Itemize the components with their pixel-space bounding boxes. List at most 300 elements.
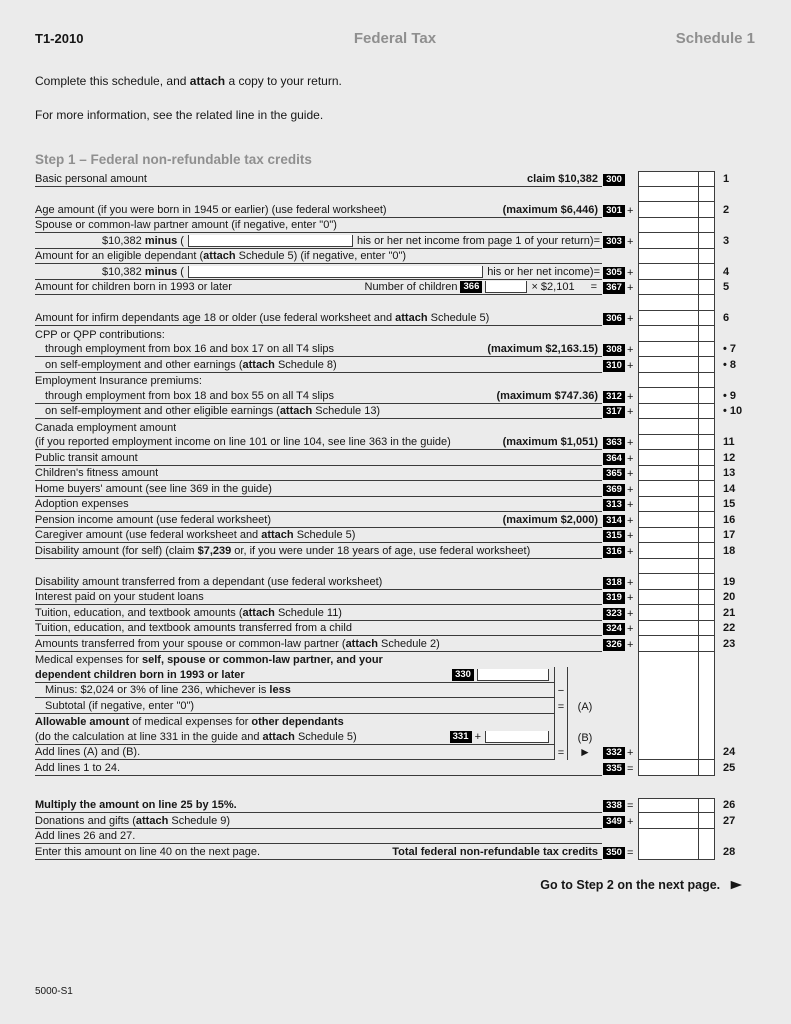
code-cell [602, 280, 626, 296]
form-row [35, 187, 755, 203]
cents-field[interactable] [698, 714, 715, 730]
amount-field[interactable] [638, 218, 698, 234]
code-cell [602, 233, 626, 249]
cents-field[interactable] [698, 844, 715, 860]
form-row [35, 233, 755, 249]
row-left [35, 342, 602, 358]
line-number: 28 [723, 845, 736, 858]
form-row [35, 813, 755, 829]
operator [626, 698, 638, 714]
amount-field[interactable] [638, 636, 698, 652]
row-left [35, 435, 602, 451]
operator [626, 326, 638, 342]
line-number: 4 [723, 265, 730, 278]
amount-field[interactable] [638, 528, 698, 544]
code-cell [602, 844, 626, 860]
cents-field[interactable] [698, 373, 715, 389]
line-number: • 9 [723, 389, 737, 402]
code-cell [602, 512, 626, 528]
line-code-363: 363 [603, 437, 625, 449]
row-label: Subtotal (if negative, enter "0") [45, 699, 195, 712]
operator: = [627, 762, 634, 775]
form-row [35, 543, 755, 559]
arrow-right-icon: ► [579, 745, 591, 759]
row-label: Public transit amount [35, 451, 138, 464]
line-number [715, 712, 755, 714]
code-cell [602, 683, 626, 699]
cents-field[interactable] [698, 543, 715, 559]
row-left [35, 218, 602, 234]
code-cell [602, 218, 626, 234]
cents-field[interactable] [698, 813, 715, 829]
code-cell [602, 435, 626, 451]
arrow-right-icon: ► [727, 875, 746, 892]
operator: + [627, 530, 634, 542]
medical-operator [554, 714, 568, 730]
line-number: 2 [723, 203, 730, 216]
row-label: Spouse or common-law partner amount (if negative, enter "0") [35, 219, 337, 231]
claim-text: (maximum $747.36) [496, 389, 598, 402]
operator: + [627, 390, 634, 403]
cents-field[interactable] [698, 760, 715, 776]
form-row [35, 512, 755, 528]
line-code-313: 313 [603, 499, 625, 511]
line-code-315: 315 [603, 530, 625, 542]
operator: + [627, 747, 634, 759]
form-row [35, 683, 755, 699]
cents-field[interactable] [698, 450, 715, 466]
operator [626, 419, 638, 435]
line-number [715, 681, 755, 683]
code-cell [602, 311, 626, 327]
cents-field [698, 776, 715, 798]
line-code-369: 369 [603, 484, 625, 496]
row-label: Amount for children born in 1993 or later [35, 281, 232, 293]
row-left [35, 844, 602, 860]
mid-text: + [474, 730, 481, 743]
line-number [715, 665, 755, 667]
amount-field[interactable] [638, 373, 698, 389]
line-code-349: 349 [603, 816, 625, 828]
row-left [35, 357, 602, 373]
line-code-303: 303 [603, 236, 625, 248]
amount-field[interactable] [638, 264, 698, 280]
operator [626, 295, 638, 311]
row-label: Disability amount (for self) (claim $7,239 or, if you were under 18 years of age, use federal worksheet) [35, 544, 531, 557]
amount-field[interactable] [638, 171, 698, 187]
intro-line-1: Complete this schedule, and attach a copy to your return. [35, 74, 342, 88]
row-left [35, 667, 554, 683]
line-number: 24 [723, 746, 736, 758]
amount-field[interactable] [638, 829, 698, 845]
operator [626, 829, 638, 845]
cents-field[interactable] [698, 388, 715, 404]
cents-field[interactable] [698, 574, 715, 590]
form-header [35, 30, 755, 47]
line-number: 3 [723, 234, 730, 247]
row-label: Minus: $2,024 or 3% of line 236, whichever is less [45, 684, 291, 696]
cents-field[interactable] [698, 745, 715, 761]
form-row [35, 280, 755, 296]
cents-field[interactable] [698, 798, 715, 814]
cents-field[interactable] [698, 559, 715, 575]
form-rows [35, 171, 755, 860]
amount-field[interactable] [638, 813, 698, 829]
cents-field[interactable] [698, 264, 715, 280]
row-left [35, 798, 602, 814]
form-row [35, 528, 755, 544]
amount-field[interactable] [638, 249, 698, 265]
row-left [35, 652, 602, 668]
line-number: 27 [723, 814, 736, 827]
row-left [35, 698, 554, 714]
cents-field[interactable] [698, 683, 715, 699]
row-left [35, 829, 602, 845]
row-label: Employment Insurance premiums: [35, 375, 202, 387]
cents-field[interactable] [698, 435, 715, 451]
ab-label [568, 714, 602, 730]
code-cell [602, 798, 626, 814]
row-mid [451, 669, 554, 681]
cents-field[interactable] [698, 404, 715, 420]
amount-field[interactable] [638, 388, 698, 404]
line-code-319: 319 [603, 592, 625, 604]
line-number: 16 [723, 513, 736, 526]
row-left [35, 326, 602, 342]
row-label: Adoption expenses [35, 498, 129, 510]
row-left [35, 388, 602, 404]
input-field[interactable] [485, 731, 549, 743]
amount-field[interactable] [638, 295, 698, 311]
cents-field[interactable] [698, 357, 715, 373]
cents-field[interactable] [698, 667, 715, 683]
goto-step2 [35, 876, 755, 892]
line-number [715, 262, 755, 264]
row-label: Medical expenses for self, spouse or common-law partner, and your [35, 654, 383, 666]
cents-field[interactable] [698, 218, 715, 234]
line-number: 26 [723, 799, 736, 811]
line-number: 20 [723, 591, 736, 603]
cents-field[interactable] [698, 652, 715, 668]
form-row [35, 636, 755, 652]
code-cell [602, 698, 626, 714]
row-label: Amounts transferred from your spouse or common-law partner (attach Schedule 2) [35, 637, 440, 650]
claim-text: (maximum $2,163.15) [487, 343, 598, 355]
form-row [35, 450, 755, 466]
row-label: Allowable amount of medical expenses for other dependants [35, 716, 344, 728]
operator [626, 667, 638, 683]
amount-field[interactable] [638, 450, 698, 466]
amount-field[interactable] [638, 590, 698, 606]
cents-field[interactable] [698, 295, 715, 311]
amount-field[interactable] [638, 798, 698, 814]
cents-field[interactable] [698, 590, 715, 606]
mid-text: = [590, 281, 597, 293]
cents-field[interactable] [698, 342, 715, 358]
code-cell [602, 497, 626, 513]
amount-field[interactable] [638, 466, 698, 482]
code-cell [602, 388, 626, 404]
row-left [35, 683, 554, 699]
code-cell [602, 652, 626, 668]
claim-text: (maximum $1,051) [502, 436, 598, 448]
row-left [35, 249, 602, 265]
form-row [35, 171, 755, 187]
ab-label: (B) [577, 731, 593, 744]
form-row [35, 714, 755, 730]
code-cell [602, 745, 626, 761]
line-code-310: 310 [603, 360, 625, 372]
amount-field[interactable] [638, 280, 698, 296]
line-code-365: 365 [603, 468, 625, 480]
amount-field[interactable] [638, 512, 698, 528]
amount-field[interactable] [638, 202, 698, 218]
amount-field[interactable] [638, 621, 698, 637]
operator [626, 249, 638, 265]
row-left [35, 528, 602, 544]
cents-field[interactable] [698, 202, 715, 218]
cents-field[interactable] [698, 326, 715, 342]
amount-field[interactable] [638, 497, 698, 513]
amount-field[interactable] [638, 435, 698, 451]
row-label: Canada employment amount [35, 421, 177, 434]
line-number: • 10 [723, 405, 743, 417]
cents-field[interactable] [698, 698, 715, 714]
form-row [35, 652, 755, 668]
row-label: Disability amount transferred from a dependant (use federal worksheet) [35, 575, 383, 588]
row-left [35, 776, 602, 798]
form-row [35, 798, 755, 814]
code-cell [602, 419, 626, 435]
cents-field[interactable] [698, 466, 715, 482]
amount-field[interactable] [638, 404, 698, 420]
amount-field[interactable] [638, 729, 698, 745]
form-row [35, 844, 755, 860]
amount-field[interactable] [638, 760, 698, 776]
row-label: dependent children born in 1993 or later [35, 668, 245, 681]
operator: + [627, 437, 634, 449]
amount-field[interactable] [638, 326, 698, 342]
operator [626, 373, 638, 389]
form-row [35, 745, 755, 761]
row-label: through employment from box 16 and box 17 on all T4 slips [45, 343, 335, 355]
line-number: 21 [723, 606, 736, 619]
medical-operator [554, 667, 568, 683]
code-cell [602, 481, 626, 497]
operator: + [627, 313, 634, 325]
amount-field[interactable] [638, 667, 698, 683]
line-number: 6 [723, 312, 730, 324]
row-left [35, 280, 602, 296]
amount-field[interactable] [638, 357, 698, 373]
code-cell [602, 621, 626, 637]
form-id: T1-2010 [35, 31, 84, 46]
operator [626, 559, 638, 575]
code-cell [602, 605, 626, 621]
row-label: (do the calculation at line 331 in the guide and attach Schedule 5) [35, 730, 357, 743]
operator [626, 171, 638, 187]
amount-field[interactable] [638, 543, 698, 559]
row-left [35, 481, 602, 497]
amount-field[interactable] [638, 342, 698, 358]
amount-field[interactable] [638, 652, 698, 668]
amount-field[interactable] [638, 187, 698, 203]
cents-field[interactable] [698, 311, 715, 327]
form-row [35, 249, 755, 265]
schedule-label: Schedule 1 [675, 30, 755, 47]
line-code-300: 300 [603, 174, 625, 186]
input-field[interactable] [188, 266, 483, 278]
cents-field[interactable] [698, 528, 715, 544]
row-label: on self-employment and other earnings (attach Schedule 8) [45, 358, 337, 371]
operator: + [627, 607, 634, 620]
operator: + [627, 815, 634, 828]
cents-field[interactable] [698, 419, 715, 435]
mid-text: his or her net income)= [487, 265, 600, 278]
row-label: on self-employment and other eligible earnings (attach Schedule 13) [45, 405, 381, 417]
amount-field [638, 776, 698, 798]
form-row [35, 559, 755, 575]
code-cell [602, 528, 626, 544]
cents-field[interactable] [698, 481, 715, 497]
row-mid [100, 266, 602, 278]
input-field[interactable] [485, 281, 527, 293]
code-cell [602, 373, 626, 389]
row-label: Enter this amount on line 40 on the next page. [35, 845, 261, 858]
code-cell [602, 450, 626, 466]
cents-field[interactable] [698, 636, 715, 652]
line-number: 5 [723, 281, 730, 293]
line-code-323: 323 [603, 608, 625, 620]
amount-field[interactable] [638, 605, 698, 621]
code-cell [602, 295, 626, 311]
row-label: CPP or QPP contributions: [35, 328, 165, 341]
row-label: Multiply the amount on line 25 by 15%. [35, 799, 237, 811]
line-number: 19 [723, 575, 736, 588]
code-cell [602, 714, 626, 730]
code-cell [602, 202, 626, 218]
form-row [35, 342, 755, 358]
amount-field[interactable] [638, 574, 698, 590]
form-row [35, 419, 755, 435]
intro-line-2: For more information, see the related line in the guide. [35, 108, 324, 122]
row-left [35, 729, 554, 745]
line-code-301: 301 [603, 205, 625, 217]
line-number [715, 433, 755, 435]
row-left [35, 636, 602, 652]
cents-field[interactable] [698, 187, 715, 203]
line-number: 15 [723, 498, 736, 510]
operator: + [627, 282, 634, 294]
medical-operator: = [554, 745, 568, 761]
line-number: • 7 [723, 343, 737, 355]
row-label: Basic personal amount [35, 172, 147, 185]
cents-field[interactable] [698, 171, 715, 187]
row-left [35, 202, 602, 218]
row-label: Add lines (A) and (B). [35, 746, 141, 758]
row-label: Interest paid on your student loans [35, 591, 204, 603]
form-row [35, 311, 755, 327]
operator: = [627, 846, 634, 859]
cents-field[interactable] [698, 829, 715, 845]
amount-field[interactable] [638, 745, 698, 761]
amount-field[interactable] [638, 714, 698, 730]
form-row [35, 218, 755, 234]
line-number [715, 572, 755, 574]
cents-field[interactable] [698, 621, 715, 637]
amount-field[interactable] [638, 559, 698, 575]
amount-field[interactable] [638, 311, 698, 327]
operator: + [627, 499, 634, 511]
line-code-332: 332 [603, 747, 625, 759]
form-row [35, 605, 755, 621]
code-cell [602, 543, 626, 559]
cents-field[interactable] [698, 729, 715, 745]
row-label: Amount for infirm dependants age 18 or older (use federal worksheet and attach Schedule 5) [35, 312, 490, 324]
amount-field[interactable] [638, 698, 698, 714]
amount-field[interactable] [638, 683, 698, 699]
cents-field[interactable] [698, 233, 715, 249]
row-left [35, 714, 554, 730]
amount-field[interactable] [638, 419, 698, 435]
cents-field[interactable] [698, 605, 715, 621]
code-cell [602, 760, 626, 776]
operator: + [627, 545, 634, 558]
cents-field[interactable] [698, 512, 715, 528]
form-row [35, 667, 755, 683]
code-cell [602, 776, 626, 798]
row-left [35, 512, 602, 528]
ab-label: (A) [577, 700, 593, 713]
row-label: Home buyers' amount (see line 369 in the guide) [35, 482, 272, 495]
row-left [35, 373, 602, 389]
input-field[interactable] [477, 669, 549, 681]
code-cell [602, 590, 626, 606]
line-number [715, 231, 755, 233]
row-left [35, 264, 602, 280]
row-left [35, 311, 602, 327]
cents-field[interactable] [698, 497, 715, 513]
mid-text: × $2,101 [531, 281, 575, 293]
form-row [35, 497, 755, 513]
code-cell [602, 636, 626, 652]
row-left [35, 187, 602, 203]
amount-field[interactable] [638, 844, 698, 860]
line-code-317: 317 [603, 406, 625, 418]
code-cell [602, 829, 626, 845]
cents-field[interactable] [698, 249, 715, 265]
operator: + [627, 359, 634, 372]
line-number: 17 [723, 529, 736, 541]
cents-field[interactable] [698, 280, 715, 296]
form-row [35, 202, 755, 218]
line-code-326: 326 [603, 639, 625, 651]
form-row [35, 776, 755, 798]
input-field[interactable] [188, 235, 353, 247]
line-code-367: 367 [603, 282, 625, 294]
operator [626, 683, 638, 699]
line-code-305: 305 [603, 267, 625, 279]
form-row [35, 481, 755, 497]
row-label: (if you reported employment income on line 101 or line 104, see line 363 in the guide) [35, 436, 451, 448]
row-left [35, 233, 602, 249]
claim-text: Total federal non-refundable tax credits [392, 845, 598, 858]
operator: + [627, 576, 634, 589]
amount-field[interactable] [638, 481, 698, 497]
operator [626, 218, 638, 234]
line-number: 11 [723, 436, 735, 448]
amount-field[interactable] [638, 233, 698, 249]
